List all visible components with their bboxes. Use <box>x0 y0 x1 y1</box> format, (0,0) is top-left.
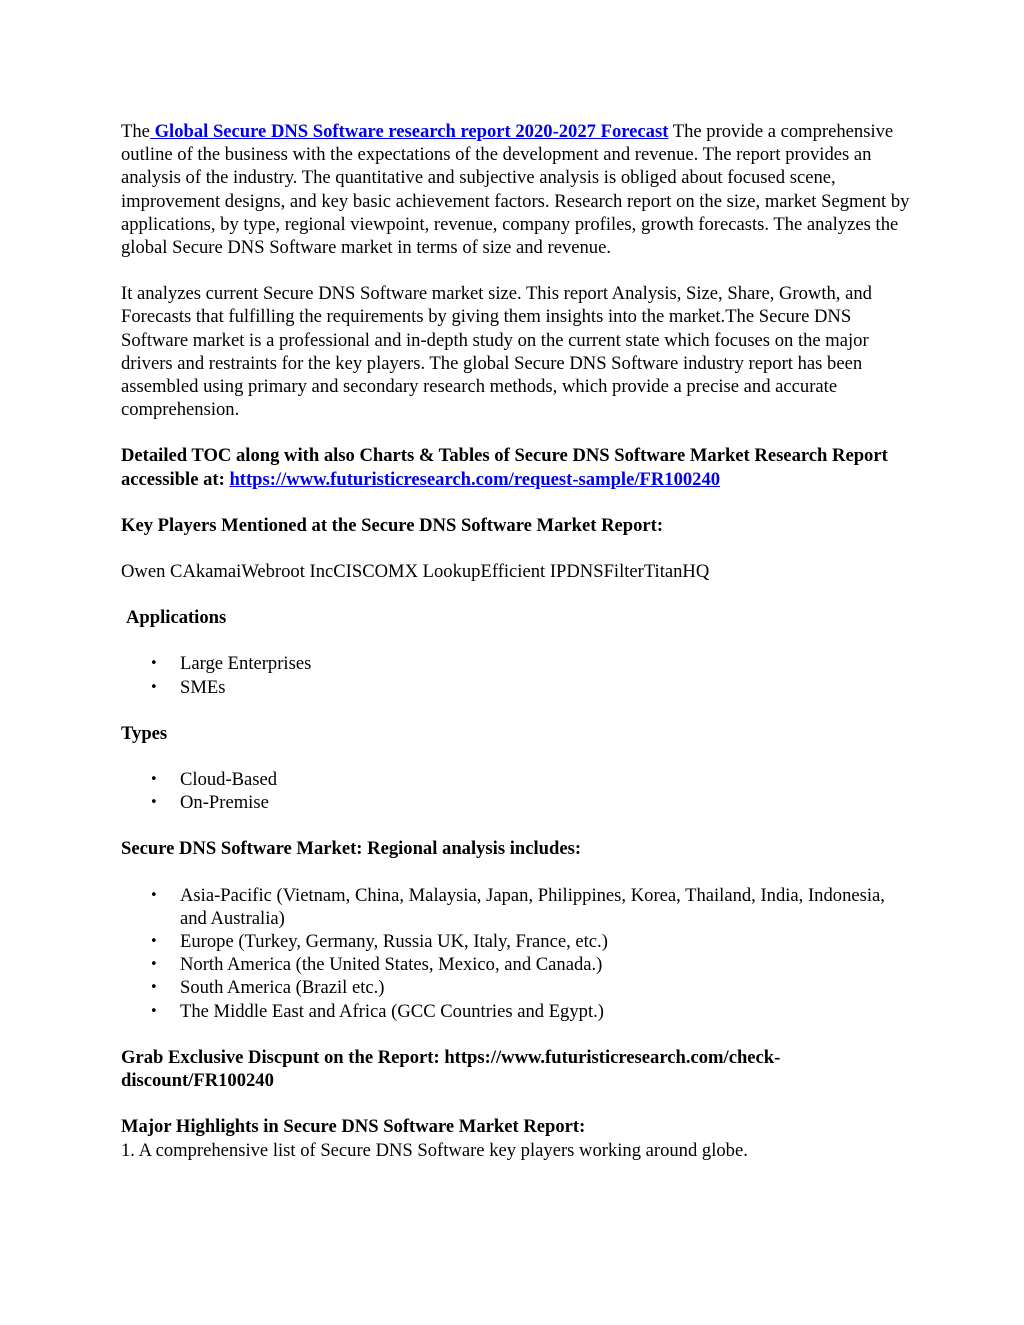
discount-paragraph: Grab Exclusive Discpunt on the Report: https://www.futuristicresearch.com/check-discount/FR100240 <box>121 1046 781 1092</box>
analysis-paragraph: It analyzes current Secure DNS Software market size. This report Analysis, Size, Share, Growth, and Forecasts that fulfilling the requirements by giving them insights into the market.The Secure DNS Software market is a professional and in-depth study on the current state which focuses on the major drivers and restraints for the key players. The global Secure DNS Software industry report has been assembled using primary and secondary research methods, which provide a precise and accurate comprehension. <box>121 283 872 421</box>
regional-list <box>121 884 911 1023</box>
list-item: • South America (Brazil etc.) <box>180 976 911 999</box>
highlights-item: 1. A comprehensive list of Secure DNS Software key players working around globe. <box>121 1139 748 1161</box>
key-players-list: Owen CAkamaiWebroot IncCISCOMX LookupEfficient IPDNSFilterTitanHQ <box>121 561 710 583</box>
list-item: • Large Enterprises <box>180 652 911 675</box>
applications-list <box>121 652 911 698</box>
list-item: • The Middle East and Africa (GCC Countries and Egypt.) <box>180 1000 911 1023</box>
report-link[interactable]: Global Secure DNS Software research report 2020-2027 Forecast <box>149 121 669 142</box>
types-heading: Types <box>121 722 168 744</box>
document-body <box>121 120 911 1162</box>
list-item: • Asia-Pacific (Vietnam, China, Malaysia, Japan, Philippines, Korea, Thailand, India, Indonesia, and Australia) <box>180 884 911 930</box>
highlights-heading: Major Highlights in Secure DNS Software Market Report: <box>121 1116 586 1138</box>
list-item: • Cloud-Based <box>180 768 911 791</box>
list-item: • SMEs <box>180 676 911 699</box>
list-item: • North America (the United States, Mexico, and Canada.) <box>180 953 911 976</box>
intro-text: The provide a comprehensive outline of the business with the expectations of the development and revenue. The report provides an analysis of the industry. The quantitative and subjective analysis is obliged about focused scene, improvement designs, and key basic achievement factors. Research report on the size, market Segment by applications, by type, regional viewpoint, revenue, company profiles, growth forecasts. The analyzes the global Secure DNS Software market in terms of size and revenue. <box>121 121 910 259</box>
types-list <box>121 768 911 814</box>
key-players-heading: Key Players Mentioned at the Secure DNS Software Market Report: <box>121 514 664 536</box>
intro-lead: The <box>121 121 150 142</box>
request-sample-link[interactable]: https://www.futuristicresearch.com/request-sample/FR100240 <box>229 468 721 490</box>
toc-paragraph <box>121 444 911 490</box>
list-item: • On-Premise <box>180 791 911 814</box>
applications-heading: Applications <box>126 607 227 629</box>
list-item: • Europe (Turkey, Germany, Russia UK, Italy, France, etc.) <box>180 930 911 953</box>
regional-heading: Secure DNS Software Market: Regional analysis includes: <box>121 838 582 860</box>
intro-paragraph <box>121 120 911 259</box>
toc-text: Detailed TOC along with also Charts & Tables of Secure DNS Software Market Research Report accessible at: <box>121 445 888 490</box>
